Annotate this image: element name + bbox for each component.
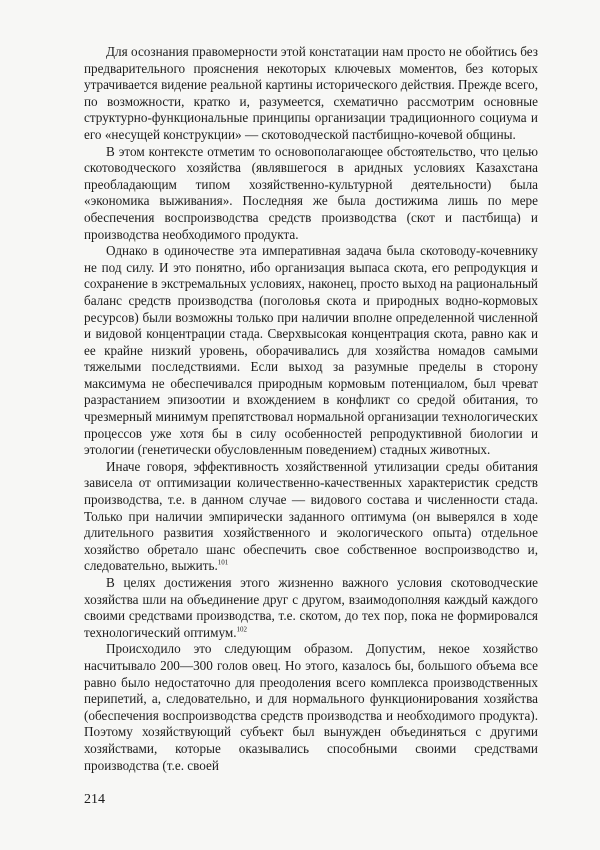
- paragraph-4: Иначе говоря, эффективность хозяйственной утилизации среды обитания зависела от оптимизации количественно-качественных характеристик средств производства, т.е. в данном случае — видового состава и численности стада. Только при наличии эмпирически заданного оптимума (он выверялся в ходе длительного развития хозяйственного и экологического опыта) отдельное хозяйство обретало шанс обеспечить свое собственное воспроизводство и, следовательно, выжить.$^{101}$: [84, 458, 538, 574]
- footnote-marker: 101: [217, 559, 229, 568]
- page-number: 214: [84, 792, 105, 807]
- main-text: [84, 44, 538, 774]
- paragraph-1: Для осознания правомерности этой констатации нам просто не обойтись без предварительного прояснения некоторых ключевых моментов, без которых утрачивается видение реальной картины исторического действия. Прежде всего, по возможности, кратко и, разумеется, схематично рассмотрим основные структурно-функциональные принципы организации традиционного социума и его «несущей конструкции» — скотоводческой пастбищно-кочевой общины.: [84, 44, 538, 142]
- paragraph-6: Происходило это следующим образом. Допустим, некое хозяйство насчитывало 200—300 голов овец. Но этого, казалось бы, большого объема все равно было недостаточно для преодоления всего комплекса производственных перипетий, а, следовательно, и для нормального функционирования хозяйства (обеспечения воспроизводства средств производства и необходимого продукта). Поэтому хозяйствующий субъект был вынужден объединяться с другими хозяйствами, которые оказывались способными своими средствами производства (т.е. своей: [84, 641, 538, 773]
- paragraph-5: В целях достижения этого жизненно важного условия скотоводческие хозяйства шли на объединение друг с другом, взаимодополняя каждый каждого своими средствами производства, т.е. скотом, до тех пор, пока не формировался технологический оптимум.$^{102}$: [84, 575, 538, 640]
- footnote-marker: 102: [236, 625, 248, 634]
- paragraph-2: В этом контексте отметим то основополагающее обстоятельство, что целью скотоводческого хозяйства (являвшегося в аридных условиях Казахстана преобладающим типом хозяйственно-культурной деятельности) была «экономика выживания». Последняя же была достижима лишь по мере обеспечения воспроизводства средств производства (скот и пастбища) и производства необходимого продукта.: [84, 143, 538, 242]
- paragraph-3: Однако в одиночестве эта императивная задача была скотоводу-кочевнику не под силу. И это понятно, ибо организация выпаса скота, его репродукция и сохранение в экстремальных условиях, наконец, просто выход на рациональный баланс средств производства (поголовья скота и природных водно-кормовых ресурсов) были возможны только при наличии вполне определенной численной и видовой концентрации стада. Сверхвысокая концентрация скота, равно как и ее крайне низкий уровень, оборачивались для хозяйства номадов самыми тяжелыми последствиями. Если выход за разумные пределы в сторону максимума не обеспечивался природным кормовым потенциалом, был чреват разрастанием эпизоотии и вхождением в конфликт со средой обитания, то чрезмерный минимум препятствовал нормальной организации технологических процессов уже хотя бы в силу особенностей репродуктивной биологии и этологии (генетически обусловленным поведением) стадных животных.: [84, 243, 538, 458]
